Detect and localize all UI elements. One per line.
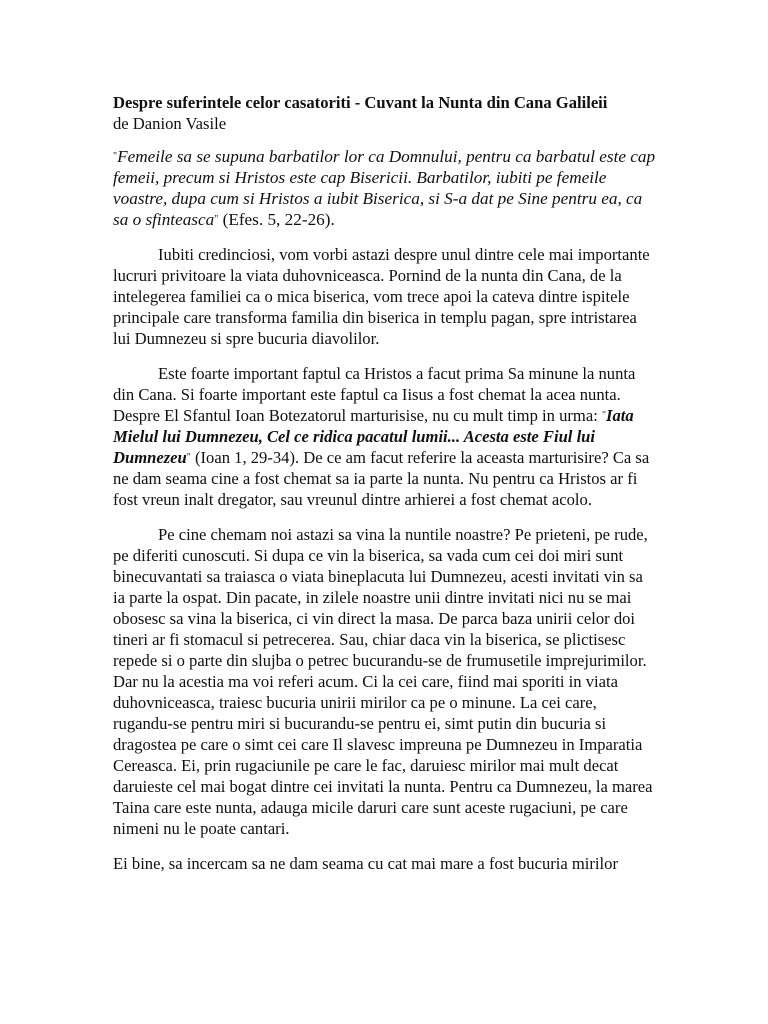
paragraph-2-close-quote: " [186,452,191,463]
document-title: Despre suferintele celor casatoriti - Cuvant la Nunta din Cana Galileii [113,93,608,112]
document-page [113,92,658,888]
paragraph-2-quote: Iata Mielul lui Dumnezeu, Cel ce ridica pacatul lumii... Acesta este Fiul lui Dumnezeu [113,406,634,467]
paragraph-2-text: Este foarte important faptul ca Hristos a facut prima Sa minune la nunta din Cana. Si foarte important este faptul ca Iisus a fost chemat la acea nunta. Despre El Sfantul Ioan Botezatorul marturisise, nu cu mult timp in urma: [113,364,636,425]
epigraph [113,146,658,230]
epigraph-close-quote: " [214,214,219,225]
epigraph-quote: Femeile sa se supuna barbatilor lor ca Domnului, pentru ca barbatul este cap femeii, precum si Hristos este cap Bisericii. Barbatilor, iubiti pe femeile voastre, dupa cum si Hristos a iubit Biserica, si S-a dat pe Sine pentru ea, ca sa o sfinteasca [113,147,656,229]
paragraph-1: Iubiti credinciosi, vom vorbi astazi despre unul dintre cele mai importante lucruri privitoare la viata duhovniceasca. Pornind de la nunta din Cana, de la intelegerea familiei ca o mica biserica, vom trece apoi la cateva dintre ispitele principale care transforma familia din biserica in templu pagan, spre intristarea lui Dumnezeu si spre bucuria diavolilor. [113,245,650,348]
paragraph-2-continuation: (Ioan 1, 29-34). De ce am facut referire la aceasta marturisire? Ca sa ne dam seama cine a fost chemat sa ia parte la nunta. Nu pentru ca Hristos ar fi fost vreun inalt dregator, sau vreunul dintre arhierei a fost chemat acolo. [113,448,650,509]
paragraph-2 [113,363,658,510]
paragraph-3: Pe cine chemam noi astazi sa vina la nuntile noastre? Pe prieteni, pe rude, pe diferiti cunoscuti. Si dupa ce vin la biserica, sa vada cum cei doi miri sunt binecuvantati sa traiasca o viata bineplacuta lui Dumnezeu, acesti invitati vin sa ia parte la ospat. Din pacate, in zilele noastre unii dintre invitati nici nu se mai obosesc sa vina la biserica, ci vin direct la masa. De parca baza unirii celor doi tineri ar fi stomacul si petrecerea. Sau, chiar daca vin la biserica, se plictisesc repede si o parte din slujba o petrec bucurandu-se de frumusetile imprejurimilor. Dar nu la acestia ma voi referi acum. Ci la cei care, fiind mai sporiti in viata duhovniceasca, traiesc bucuria unirii mirilor ca pe o minune. La cei care, rugandu-se pentru miri si bucurandu-se pentru ei, simt putin din bucuria si dragostea pe care o simt cei care Il slavesc impreuna pe Dumnezeu in Imparatia Cereasca. Ei, prin rugaciunile pe care le fac, daruiesc mirilor mai mult decat daruieste cel mai bogat dintre cei invitati la nunta. Pentru ca Dumnezeu, la marea Taina care este nunta, adauga micile daruri care sunt aceste rugaciuni, pe care nimeni nu le poate cantari. [113,525,653,838]
paragraph-4: Ei bine, sa incercam sa ne dam seama cu cat mai mare a fost bucuria mirilor [113,854,618,873]
epigraph-open-quote: " [113,151,118,162]
document-author: de Danion Vasile [113,114,227,133]
epigraph-reference: (Efes. 5, 22-26). [218,210,335,229]
paragraph-2-open-quote: " [601,410,607,421]
